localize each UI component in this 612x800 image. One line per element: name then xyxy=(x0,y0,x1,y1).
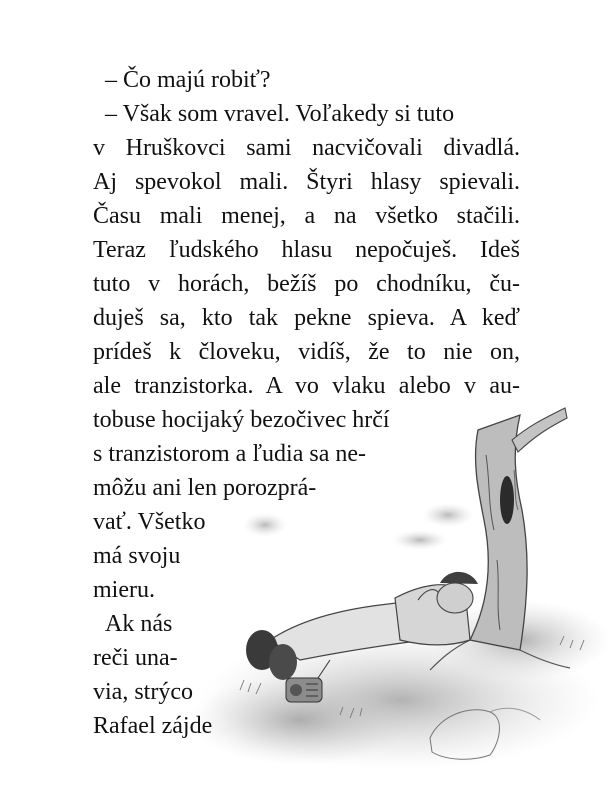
text-line-3: v Hruškovci sami nacvičovali divadlá. xyxy=(93,135,520,161)
text-line-14: vať. Všetko xyxy=(93,509,206,535)
text-line-9: prídeš k človeku, vidíš, že to nie on, xyxy=(93,339,520,365)
text-line-2: – Však som vravel. Voľakedy si tuto xyxy=(105,101,455,127)
text-line-12: s tranzistorom a ľudia sa ne- xyxy=(93,441,366,467)
text-line-13: môžu ani len porozprá- xyxy=(93,475,317,501)
text-line-20: Rafael zájde xyxy=(93,713,213,739)
text-line-15: má svoju xyxy=(93,543,181,569)
text-line-5: Času mali menej, a na všetko stačili. xyxy=(93,203,520,229)
text-line-17: Ak nás xyxy=(105,611,173,637)
text-line-16: mieru. xyxy=(93,577,155,603)
text-line-19: via, strýco xyxy=(93,679,193,705)
text-line-8: duješ sa, kto tak pekne spieva. A keď xyxy=(93,305,520,331)
text-line-10: ale tranzistorka. A vo vlaku alebo v au- xyxy=(93,373,520,399)
text-line-1: – Čo majú robiť? xyxy=(105,67,271,93)
text-line-4: Aj spevokol mali. Štyri hlasy spievali. xyxy=(93,169,520,195)
text-line-7: tuto v horách, bežíš po chodníku, ču- xyxy=(93,271,520,297)
text-line-11: tobuse hocijaký bezočivec hrčí xyxy=(93,407,390,433)
text-line-18: reči una- xyxy=(93,645,178,671)
text-line-6: Teraz ľudského hlasu nepočuješ. Ideš xyxy=(93,237,520,263)
